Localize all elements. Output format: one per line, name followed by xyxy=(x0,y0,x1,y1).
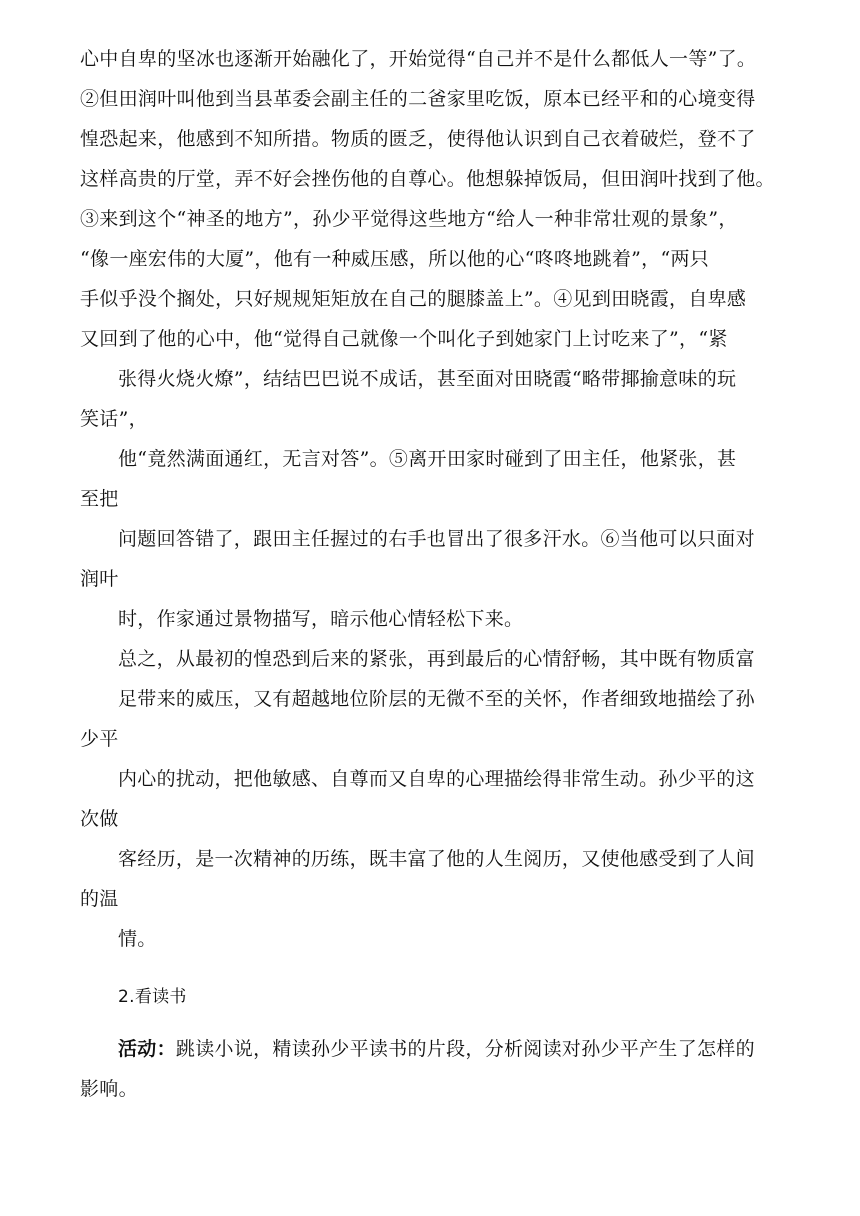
text-line: ②但田润叶叫他到当县革委会副主任的二爸家里吃饭，原本已经平和的心境变得 xyxy=(80,88,756,110)
text-line: 这样高贵的厅堂，弄不好会挫伤他的自尊心。他想躲掉饭局，但田润叶找到了他。 xyxy=(80,168,775,190)
text-line: 笑话”， xyxy=(80,408,148,430)
text-line: 总之，从最初的惶恐到后来的紧张，再到最后的心情舒畅，其中既有物质富 xyxy=(118,648,755,670)
text-line: 张得火烧火燎”，结结巴巴说不成话，甚至面对田晓霞“略带揶揄意味的玩 xyxy=(118,368,737,390)
activity-text: 跳读小说，精读孙少平读书的片段，分析阅读对孙少平产生了怎样的 xyxy=(175,1038,755,1060)
text-line: 他“竟然满面通红，无言对答”。⑤离开田家时碰到了田主任，他紧张，甚 xyxy=(118,448,737,470)
text-line: 内心的扰动，把他敏感、自尊而又自卑的心理描绘得非常生动。孙少平的这 xyxy=(118,768,755,790)
text-line: 次做 xyxy=(80,808,119,830)
activity-text-continued: 影响。 xyxy=(80,1078,138,1100)
text-line: 手似乎没个搁处，只好规规矩矩放在自己的腿膝盖上”。④见到田晓霞，自卑感 xyxy=(80,288,747,310)
text-line: ③来到这个“神圣的地方”，孙少平觉得这些地方“给人一种非常壮观的景象”， xyxy=(80,208,738,230)
text-line: “像一座宏伟的大厦”，他有一种威压感，所以他的心“咚咚地跳着”，“两只 xyxy=(80,248,710,270)
text-line: 问题回答错了，跟田主任握过的右手也冒出了很多汗水。⑥当他可以只面对 xyxy=(118,528,755,550)
text-line: 至把 xyxy=(80,488,119,510)
activity-paragraph xyxy=(118,1036,755,1062)
text-line: 少平 xyxy=(80,728,119,750)
text-line: 润叶 xyxy=(80,568,119,590)
text-line: 情。 xyxy=(118,928,157,950)
section-heading: 2.看读书 xyxy=(118,987,187,1007)
text-line: 时，作家通过景物描写，暗示他心情轻松下来。 xyxy=(118,608,524,630)
text-line: 心中自卑的坚冰也逐渐开始融化了，开始觉得“自己并不是什么都低人一等”了。 xyxy=(80,48,757,70)
text-line: 惶恐起来，他感到不知所措。物质的匮乏，使得他认识到自己衣着破烂，登不了 xyxy=(80,128,756,150)
text-line: 的温 xyxy=(80,888,119,910)
text-line: 又回到了他的心中，他“觉得自己就像一个叫化子到她家门上讨吃来了”，“紧 xyxy=(80,328,728,350)
text-line: 足带来的威压，又有超越地位阶层的无微不至的关怀，作者细致地描绘了孙 xyxy=(118,688,755,710)
text-line: 客经历，是一次精神的历练，既丰富了他的人生阅历，又使他感受到了人间 xyxy=(118,848,755,870)
activity-label: 活动： xyxy=(118,1038,176,1060)
